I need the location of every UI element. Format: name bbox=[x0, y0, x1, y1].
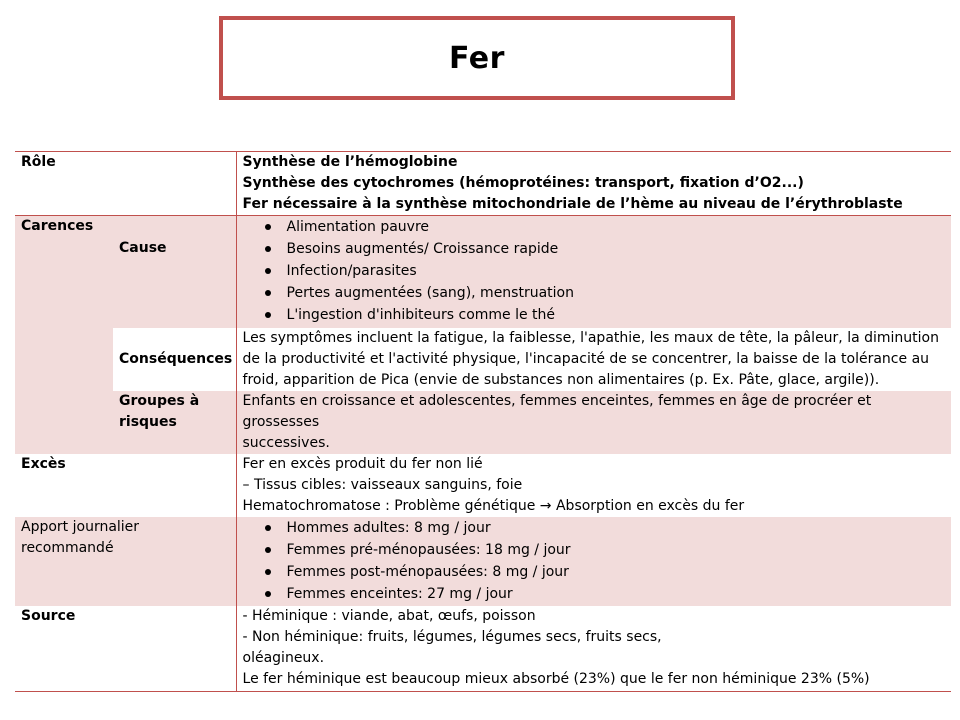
list-item: Alimentation pauvre bbox=[243, 216, 946, 238]
role-content bbox=[236, 152, 951, 216]
list-item: Pertes augmentées (sang), menstruation bbox=[243, 282, 946, 304]
groupes-line: Enfants en croissance et adolescentes, femmes enceintes, femmes en âge de procréer et grossesses bbox=[242, 392, 872, 430]
source-line: - Non héminique: fruits, légumes, légumes secs, fruits secs, bbox=[242, 628, 662, 645]
page-title: Fer bbox=[449, 40, 505, 76]
consequences-line: de la productivité et l'activité physique, l'incapacité de se concentrer, la baisse de la tolérance au bbox=[242, 350, 930, 367]
groupes-content bbox=[236, 391, 951, 454]
list-item: Infection/parasites bbox=[243, 260, 946, 282]
consequences-label: Conséquences bbox=[113, 328, 236, 391]
row-source bbox=[15, 606, 951, 692]
row-apport bbox=[15, 517, 951, 606]
exces-line: – Tissus cibles: vaisseaux sanguins, foie bbox=[242, 476, 523, 493]
groupes-label: Groupes à risques bbox=[113, 391, 236, 454]
source-label: Source bbox=[15, 606, 236, 692]
source-line: Le fer héminique est beaucoup mieux absorbé (23%) que le fer non héminique 23% (5%) bbox=[242, 670, 870, 687]
row-carences-cause bbox=[15, 216, 951, 328]
groupes-line: successives. bbox=[242, 434, 330, 451]
role-line: Synthèse de l’hémoglobine bbox=[242, 154, 458, 170]
list-item: Femmes pré-ménopausées: 18 mg / jour bbox=[243, 539, 946, 561]
cause-label: Cause bbox=[113, 216, 236, 328]
consequences-content bbox=[236, 328, 951, 391]
row-consequences bbox=[15, 328, 951, 391]
source-line: - Héminique : viande, abat, œufs, poisson bbox=[242, 607, 536, 624]
source-line: oléagineux. bbox=[242, 649, 325, 666]
consequences-line: froid, apparition de Pica (envie de substances non alimentaires (p. Ex. Pâte, glace, argile)). bbox=[242, 371, 880, 388]
list-item: Femmes post-ménopausées: 8 mg / jour bbox=[243, 561, 946, 583]
consequences-line: Les symptômes incluent la fatigue, la faiblesse, l'apathie, les maux de tête, la pâleur, la diminution bbox=[242, 329, 939, 346]
cause-content bbox=[236, 216, 951, 328]
cause-list bbox=[243, 216, 946, 326]
source-content bbox=[236, 606, 951, 692]
list-item: Femmes enceintes: 27 mg / jour bbox=[243, 583, 946, 605]
exces-content bbox=[236, 454, 951, 517]
list-item: Hommes adultes: 8 mg / jour bbox=[243, 517, 946, 539]
apport-list bbox=[243, 517, 946, 605]
apport-label: Apport journalier recommandé bbox=[15, 517, 236, 606]
carences-label: Carences bbox=[15, 216, 113, 454]
list-item: L'ingestion d'inhibiteurs comme le thé bbox=[243, 304, 946, 326]
role-line: Fer nécessaire à la synthèse mitochondriale de l’hème au niveau de l’érythroblaste bbox=[242, 196, 903, 212]
role-line: Synthèse des cytochromes (hémoprotéines: transport, fixation d’O2...) bbox=[242, 175, 804, 191]
exces-line: Hematochromatose : Problème génétique → Absorption en excès du fer bbox=[242, 497, 745, 514]
exces-label: Excès bbox=[15, 454, 236, 517]
apport-content bbox=[236, 517, 951, 606]
list-item: Besoins augmentés/ Croissance rapide bbox=[243, 238, 946, 260]
title-box bbox=[219, 16, 735, 100]
role-label: Rôle bbox=[15, 152, 236, 216]
exces-line: Fer en excès produit du fer non lié bbox=[242, 455, 483, 472]
row-groupes bbox=[15, 391, 951, 454]
row-role bbox=[15, 152, 951, 216]
row-exces bbox=[15, 454, 951, 517]
iron-table bbox=[15, 151, 951, 692]
